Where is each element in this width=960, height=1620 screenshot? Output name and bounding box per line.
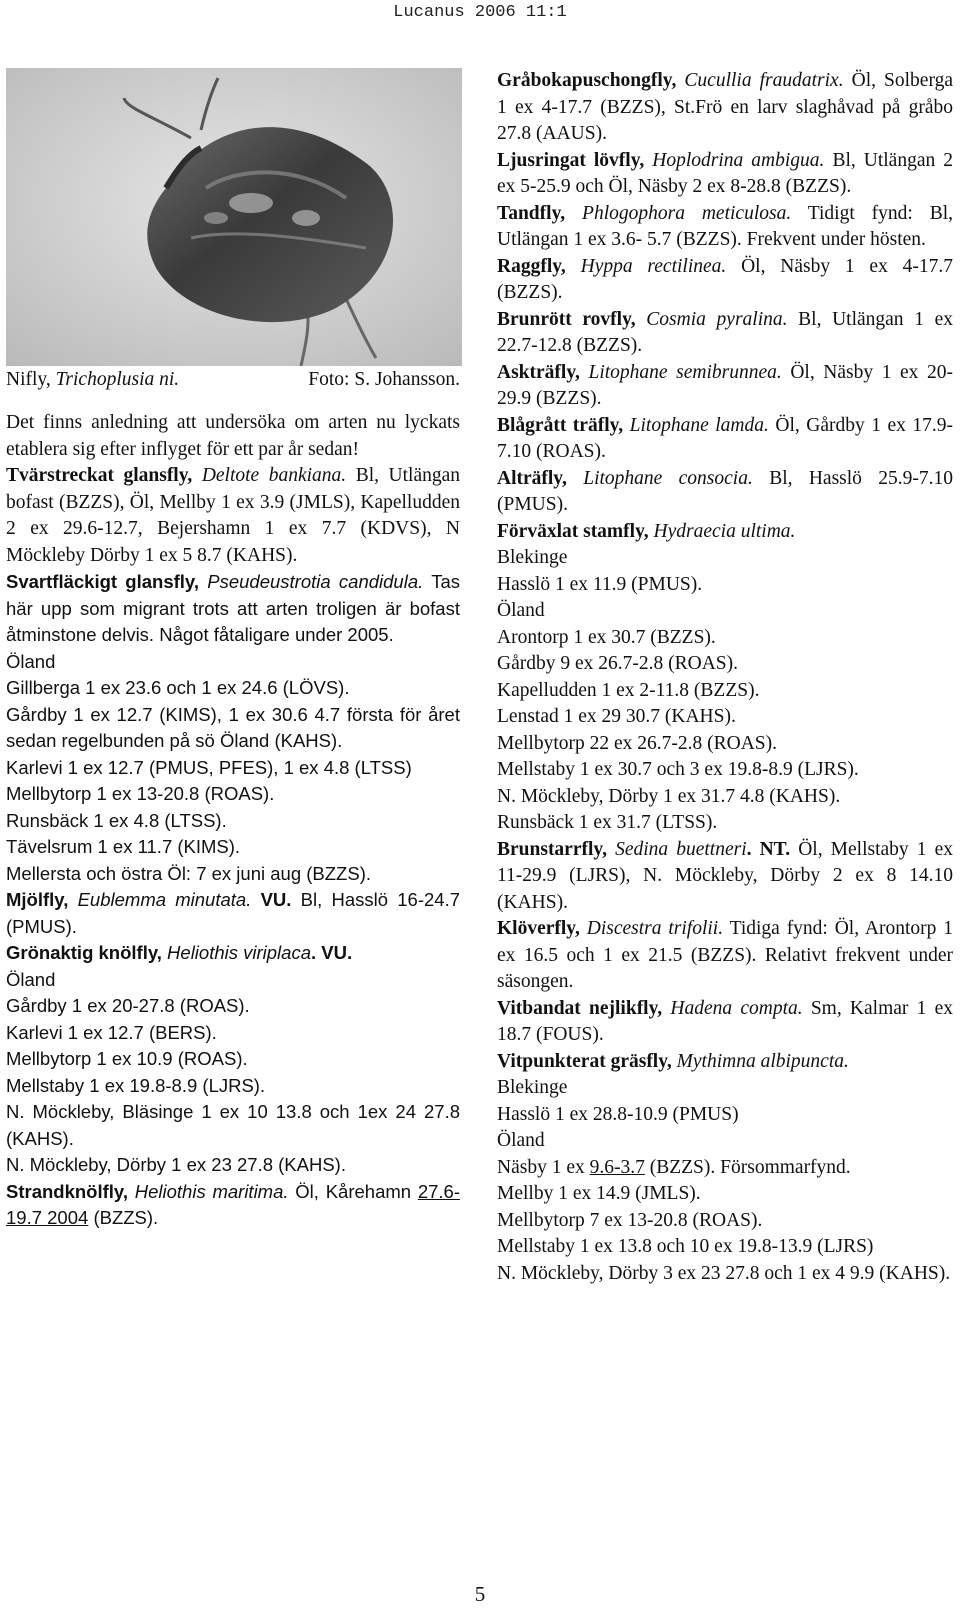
species-common-name: Klöverfly, (497, 918, 580, 939)
record-line (6, 1099, 460, 1152)
species-entry (497, 148, 953, 201)
species-entry (497, 68, 953, 148)
record-text: Mellbytorp 7 ex 13-20.8 (ROAS). (497, 1209, 763, 1231)
underlined-date: 27.6-19.7 2004 (6, 1180, 460, 1228)
record-text: N. Möckleby, Dörby 3 ex 23 27.8 och 1 ex 4 9.9 (KAHS). (497, 1262, 951, 1284)
species-entry (6, 1179, 460, 1232)
record-line (497, 1102, 953, 1129)
species-entry (497, 413, 953, 466)
entry-text: Öl, Näsby 1 ex 4-17.7 (BZZS). (497, 255, 954, 303)
species-entry (497, 519, 953, 546)
species-entry (497, 360, 953, 413)
record-text: Tävelsrum 1 ex 11.7 (KIMS). (6, 836, 241, 857)
left-column (6, 410, 460, 1232)
entry-text: Öl, Näsby 1 ex 20-29.9 (BZZS). (497, 361, 954, 409)
species-common-name: Tandfly, (497, 202, 566, 224)
record-text: Runsbäck 1 ex 31.7 (LTSS). (497, 812, 718, 833)
record-text: Karlevi 1 ex 12.7 (PMUS, PFES), 1 ex 4.8 (LTSS) (6, 756, 412, 778)
species-latin-name: Hadena compta. (670, 997, 803, 1019)
record-line (497, 1155, 953, 1182)
species-latin-name: Eublemma minutata. (77, 889, 252, 910)
record-text: Mellby 1 ex 14.9 (JMLS). (497, 1183, 701, 1204)
species-entry (497, 254, 953, 307)
record-text: Arontorp 1 ex 30.7 (BZZS). (497, 626, 716, 648)
species-entry (497, 201, 953, 254)
record-line (497, 731, 953, 758)
species-entry (6, 940, 460, 967)
record-text: Runsbäck 1 ex 4.8 (LTSS). (6, 809, 227, 831)
species-common-name: Svartfläckigt glansfly, (6, 571, 199, 592)
region-heading (497, 598, 953, 625)
record-line (497, 1208, 953, 1235)
record-text: Gårdby 9 ex 26.7-2.8 (ROAS). (497, 653, 739, 674)
species-latin-name: Litophane lamda. (629, 414, 769, 436)
record-text: Mellstaby 1 ex 30.7 och 3 ex 19.8-8.9 (LJRS). (497, 759, 859, 780)
species-common-name: Askträfly, (497, 361, 580, 383)
record-text: Hasslö 1 ex 28.8-10.9 (PMUS) (497, 1103, 739, 1125)
record-text: Kapelludden 1 ex 2-11.8 (BZZS). (497, 679, 760, 701)
species-latin-name: Hydraecia ultima. (653, 520, 796, 542)
species-entry (497, 916, 953, 996)
entry-text: Bl, Hasslö 16-24.7 (PMUS). (6, 889, 461, 937)
record-text: Gårdby 1 ex 12.7 (KIMS), 1 ex 30.6 4.7 första för året sedan regelbunden på sö Öland (KAHS). (6, 703, 460, 751)
record-text: Mellstaby 1 ex 13.8 och 10 ex 19.8-13.9 (LJRS) (497, 1236, 874, 1257)
record-line (497, 810, 953, 837)
species-latin-name: Deltote bankiana. (201, 465, 347, 486)
record-text: Näsby 1 ex (497, 1156, 590, 1178)
species-latin-name: Discestra trifolii. (586, 918, 724, 939)
region-heading (497, 545, 953, 572)
record-line (6, 1020, 460, 1047)
species-latin-name: Phlogophora meticulosa. (582, 202, 792, 224)
record-line (6, 861, 460, 888)
photo-caption (6, 367, 460, 393)
record-line (6, 834, 460, 861)
species-latin-name: Litophane consocia. (583, 467, 753, 489)
species-latin-name: Sedina buettneri (615, 838, 747, 860)
region-heading (497, 1075, 953, 1102)
entry-text: Tas här upp som migrant trots att arten troligen är bofast åtminstone delvis. Något fåtaligare under 2005. (6, 571, 460, 645)
region-name: Öland (6, 650, 56, 672)
record-text: Hasslö 1 ex 11.9 (PMUS). (497, 573, 703, 595)
record-line (497, 1234, 953, 1261)
species-latin-name: Cosmia pyralina. (646, 308, 788, 330)
caption-photo-credit: Foto: S. Johansson. (308, 369, 460, 390)
region-name: Öland (497, 1130, 545, 1151)
record-line (6, 1152, 460, 1179)
record-line (6, 755, 460, 782)
record-text: Mellbytorp 22 ex 26.7-2.8 (ROAS). (497, 732, 778, 754)
entry-text: Bl, Hasslö 25.9-7.10 (PMUS). (497, 467, 954, 515)
record-line (6, 702, 460, 755)
species-common-name: Grönaktig knölfly, (6, 942, 162, 963)
entry-text: Öl, Kårehamn (288, 1180, 418, 1202)
species-common-name: Vitbandat nejlikfly, (497, 997, 663, 1019)
redlist-status: . VU. (311, 942, 353, 963)
entry-text: Öl, Solberga 1 ex 4-17.7 (BZZS), St.Frö en larv slaghåvad på gråbo 27.8 (AAUS). (497, 70, 954, 144)
page-number: 5 (474, 1582, 486, 1606)
record-text: Mellstaby 1 ex 19.8-8.9 (LJRS). (6, 1074, 266, 1096)
caption-species (6, 367, 179, 393)
entry-text: Sm, Kalmar 1 ex 18.7 (FOUS). (497, 997, 953, 1045)
redlist-status: . NT. (746, 838, 791, 860)
record-line (497, 784, 953, 811)
running-head: Lucanus 2006 11:1 (393, 3, 567, 22)
entry-text: Öl, Mellstaby 1 ex 11-29.9 (LJRS), N. Möckleby, Dörby 2 ex 8 14.10 (KAHS). (497, 838, 953, 913)
record-line (497, 704, 953, 731)
record-line (6, 781, 460, 808)
record-line (6, 1073, 460, 1100)
record-line (6, 675, 460, 702)
species-common-name: Mjölfly, (6, 889, 69, 910)
moth-illustration (6, 68, 462, 366)
entry-text: Bl, Utlängan 1 ex 22.7-12.8 (BZZS). (497, 308, 953, 356)
record-line (6, 993, 460, 1020)
species-entry (497, 996, 953, 1049)
record-text: Gårdby 1 ex 20-27.8 (ROAS). (6, 995, 250, 1016)
entry-text: Bl, Utlängan 2 ex 5-25.9 och Öl, Näsby 2 ex 8-28.8 (BZZS). (497, 149, 953, 197)
species-entry (497, 837, 953, 917)
redlist-status: VU. (251, 889, 292, 910)
region-heading (497, 1128, 953, 1155)
species-common-name: Brunstarrfly, (497, 838, 607, 860)
species-entry (6, 887, 460, 940)
species-latin-name: Litophane semibrunnea. (588, 361, 782, 383)
species-common-name: Ljusringat lövfly, (497, 149, 645, 171)
region-name: Öland (6, 968, 56, 990)
species-latin-name: Heliothis maritima. (134, 1180, 289, 1202)
record-line (497, 1181, 953, 1208)
record-text: Karlevi 1 ex 12.7 (BERS). (6, 1021, 217, 1043)
record-text: Mellbytorp 1 ex 13-20.8 (ROAS). (6, 783, 275, 804)
right-column (497, 68, 953, 1287)
species-latin-name: Heliothis viriplaca (167, 942, 311, 963)
region-name: Öland (497, 600, 545, 621)
caption-common: Nifly, (6, 369, 56, 390)
species-latin-name: Hyppa rectilinea. (580, 255, 727, 277)
species-entry (6, 463, 460, 569)
species-entry (6, 569, 460, 649)
species-latin-name: Pseudeustrotia candidula. (207, 571, 424, 592)
species-common-name: Tvärstreckat glansfly, (6, 465, 193, 486)
record-text: Mellersta och östra Öl: 7 ex juni aug (BZZS). (6, 862, 371, 884)
entry-text: Tidiga fynd: Öl, Arontorp 1 ex 16.5 och 1 ex 21.5 (BZZS). Relativt frekvent under säsongen. (497, 918, 954, 992)
region-name: Blekinge (497, 1077, 568, 1098)
species-common-name: Blågrått träfly, (497, 414, 624, 436)
species-common-name: Vitpunkterat gräsfly, (497, 1050, 672, 1072)
region-heading (6, 967, 460, 994)
species-latin-name: Cucullia fraudatrix. (684, 70, 844, 91)
record-text: Mellbytorp 1 ex 10.9 (ROAS). (6, 1048, 248, 1069)
species-common-name: Gråbokapuschongfly, (497, 70, 677, 91)
species-common-name: Brunrött rovfly, (497, 308, 636, 330)
species-common-name: Förväxlat stamfly, (497, 520, 649, 542)
region-heading (6, 649, 460, 676)
record-tail: (BZZS). Försommarfynd. (644, 1156, 851, 1178)
record-text: Gillberga 1 ex 23.6 och 1 ex 24.6 (LÖVS). (6, 677, 350, 698)
species-common-name: Alträfly, (497, 467, 567, 489)
moth-photo (6, 68, 462, 366)
species-entry (497, 466, 953, 519)
caption-latin: Trichoplusia ni. (55, 369, 180, 390)
record-line (497, 625, 953, 652)
underlined-date: 9.6-3.7 (589, 1156, 645, 1178)
record-line (6, 808, 460, 835)
species-entry (497, 307, 953, 360)
record-line (6, 1046, 460, 1073)
region-name: Blekinge (497, 547, 568, 568)
species-entry (497, 1049, 953, 1076)
record-line (497, 678, 953, 705)
species-latin-name: Mythimna albipuncta. (676, 1050, 849, 1072)
entry-text: Tidigt fynd: Bl, Utlängan 1 ex 3.6- 5.7 (BZZS). Frekvent under hösten. (497, 202, 954, 250)
record-line (497, 1261, 953, 1288)
record-text: Lenstad 1 ex 29 30.7 (KAHS). (497, 706, 736, 727)
record-text: N. Möckleby, Bläsinge 1 ex 10 13.8 och 1ex 24 27.8 (KAHS). (6, 1101, 460, 1149)
entry-text: Bl, Utlängan bofast (BZZS), Öl, Mellby 1 ex 3.9 (JMLS), Kapelludden 2 ex 29.6-12.7, Bejershamn 1 ex 7.7 (KDVS), N Möckleby Dörby 1 ex 5 8.7 (KAHS). (6, 465, 461, 566)
entry-tail: (BZZS). (88, 1207, 159, 1228)
record-text: N. Möckleby, Dörby 1 ex 23 27.8 (KAHS). (6, 1154, 346, 1175)
record-text: N. Möckleby, Dörby 1 ex 31.7 4.8 (KAHS). (497, 785, 841, 807)
species-common-name: Raggfly, (497, 255, 566, 277)
entry-text: Öl, Gårdby 1 ex 17.9-7.10 (ROAS). (497, 414, 953, 462)
record-line (497, 572, 953, 599)
record-text: Det finns anledning att undersöka om arten nu lyckats etablera sig efter inflyget för ett par år sedan! (6, 412, 460, 460)
species-latin-name: Hoplodrina ambigua. (652, 149, 825, 171)
species-common-name: Strandknölfly, (6, 1180, 128, 1202)
paragraph (6, 410, 460, 463)
record-line (497, 757, 953, 784)
record-line (497, 651, 953, 678)
